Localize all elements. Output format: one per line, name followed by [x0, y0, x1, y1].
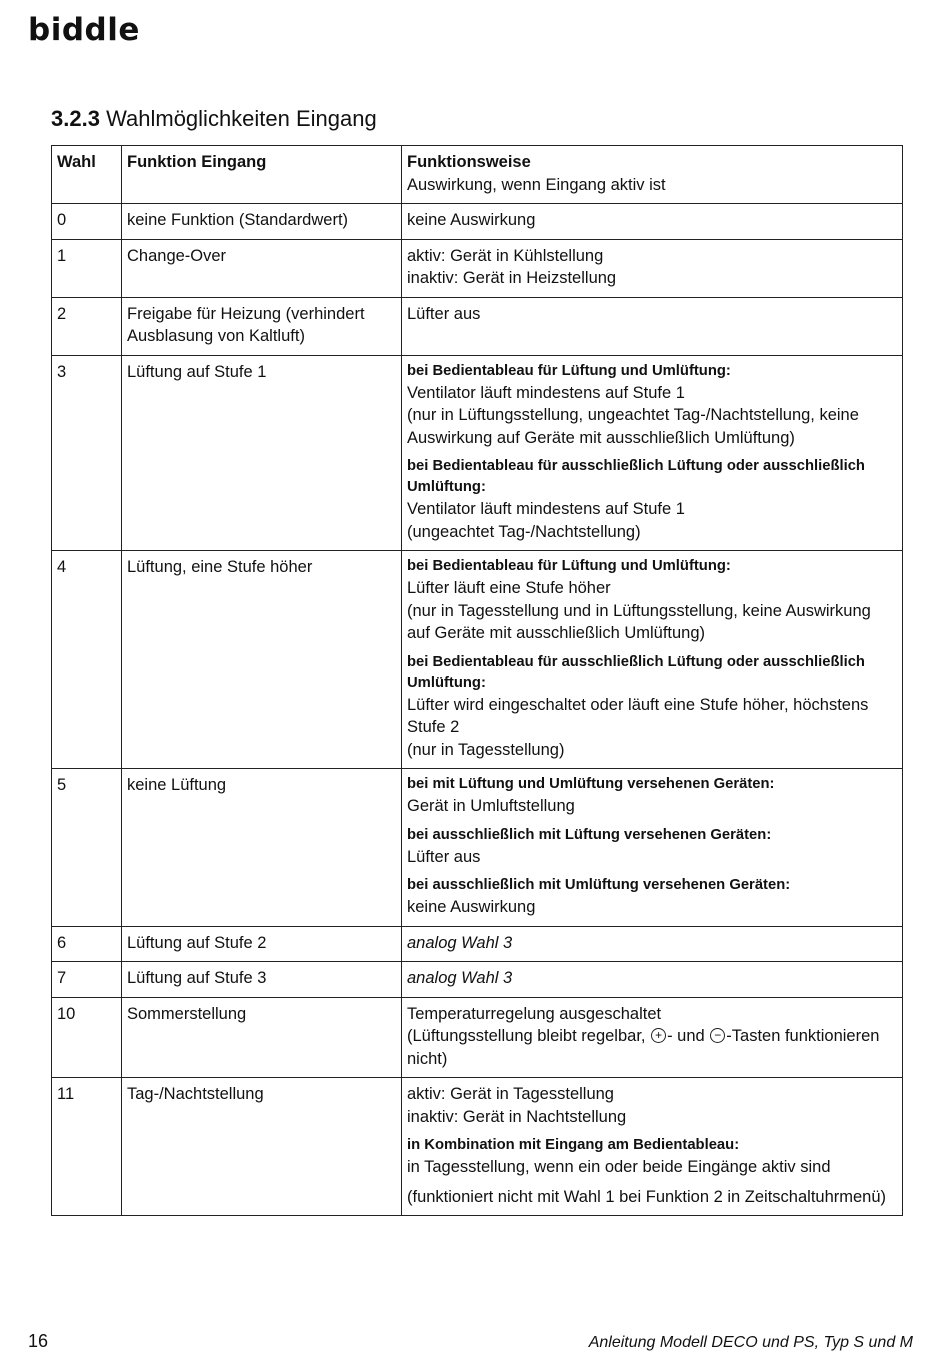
header-funktionsweise-subtitle: Auswirkung, wenn Eingang aktiv ist: [407, 175, 666, 194]
page-number: 16: [28, 1331, 49, 1351]
description-block: [407, 209, 897, 232]
condition-heading: bei Bedientableau für Lüftung und Umlüftung:: [407, 362, 731, 379]
description-block: [407, 303, 897, 326]
cell-funktionsweise: [402, 997, 903, 1078]
cell-funktion-eingang: Freigabe für Heizung (verhindert Ausblasung von Kaltluft): [122, 297, 402, 355]
cell-wahl: 1: [52, 239, 122, 297]
cell-wahl: 2: [52, 297, 122, 355]
section-title: [51, 106, 377, 132]
cell-wahl: 7: [52, 962, 122, 998]
header-funktionsweise-title: Funktionsweise: [407, 153, 531, 171]
input-options-table: [51, 145, 903, 1216]
key-note-line: [407, 1025, 897, 1070]
description-line: (nur in Tagesstellung): [407, 740, 565, 759]
description-block: [407, 361, 897, 450]
description-block: [407, 967, 897, 990]
cell-funktion-eingang: Tag-/Nachtstellung: [122, 1078, 402, 1216]
description-line: Lüfter wird eingeschaltet oder läuft eine Stufe höher, höchstens Stufe 2: [407, 695, 869, 736]
minus-key-icon: −: [710, 1028, 725, 1043]
description-line: analog Wahl 3: [407, 933, 513, 952]
cell-funktionsweise: [402, 355, 903, 551]
description-line: Temperaturregelung ausgeschaltet: [407, 1004, 662, 1023]
cell-wahl: 10: [52, 997, 122, 1078]
biddle-logo: biddle: [28, 12, 140, 48]
description-line: Ventilator läuft mindestens auf Stufe 1: [407, 383, 685, 402]
cell-funktion-eingang: keine Funktion (Standardwert): [122, 204, 402, 240]
cell-funktionsweise: [402, 297, 903, 355]
description-block: [407, 245, 897, 290]
description-line: keine Auswirkung: [407, 211, 536, 229]
table-row: [52, 962, 903, 998]
description-block: [407, 652, 897, 762]
description-line: inaktiv: Gerät in Heizstellung: [407, 269, 617, 287]
description-line: in Tagesstellung, wenn ein oder beide Eingänge aktiv sind: [407, 1158, 831, 1176]
cell-funktion-eingang: Lüftung auf Stufe 3: [122, 962, 402, 998]
section-number: 3.2.3: [51, 106, 100, 131]
table-row: [52, 297, 903, 355]
description-line: (funktioniert nicht mit Wahl 1 bei Funktion 2 in Zeitschaltuhrmenü): [407, 1187, 887, 1206]
table-row: [52, 355, 903, 551]
cell-wahl: 11: [52, 1078, 122, 1216]
condition-heading: bei Bedientableau für ausschließlich Lüftung oder ausschließlich Umlüftung:: [407, 653, 865, 691]
description-line: Lüfter aus: [407, 304, 481, 323]
cell-funktionsweise: [402, 551, 903, 769]
condition-heading: bei Bedientableau für ausschließlich Lüftung oder ausschließlich Umlüftung:: [407, 458, 865, 495]
cell-funktion-eingang: Change-Over: [122, 239, 402, 297]
table-row: [52, 204, 903, 240]
description-line: keine Auswirkung: [407, 898, 536, 916]
condition-heading: bei ausschließlich mit Umlüftung versehenen Geräten:: [407, 877, 791, 893]
header-funktionsweise: [402, 146, 903, 204]
table-row: [52, 926, 903, 962]
description-line: (nur in Lüftungsstellung, ungeachtet Tag-/Nachtstellung, keine Auswirkung auf Geräte mit ausschließlich Umlüftung): [407, 406, 859, 447]
description-line: Gerät in Umluftstellung: [407, 797, 575, 815]
cell-funktionsweise: [402, 962, 903, 998]
condition-heading: in Kombination mit Eingang am Bedientableau:: [407, 1137, 740, 1153]
cell-funktion-eingang: Lüftung, eine Stufe höher: [122, 551, 402, 769]
description-line: inaktiv: Gerät in Nachtstellung: [407, 1107, 627, 1126]
cell-funktionsweise: [402, 239, 903, 297]
description-block: [407, 825, 897, 869]
condition-heading: bei mit Lüftung und Umlüftung versehenen Geräten:: [407, 776, 775, 792]
cell-funktionsweise: [402, 926, 903, 962]
table-row: [52, 769, 903, 927]
description-line: analog Wahl 3: [407, 969, 513, 987]
description-line: Ventilator läuft mindestens auf Stufe 1: [407, 500, 685, 518]
cell-wahl: 5: [52, 769, 122, 927]
document-title: Anleitung Modell DECO und PS, Typ S und M: [588, 1334, 913, 1351]
description-block: [407, 932, 897, 955]
table-header-row: [52, 146, 903, 204]
description-block: [407, 875, 897, 919]
cell-funktionsweise: [402, 204, 903, 240]
cell-funktion-eingang: Sommerstellung: [122, 997, 402, 1078]
description-block: [407, 456, 897, 543]
description-block: [407, 1003, 897, 1071]
description-block: [407, 556, 897, 645]
condition-heading: bei ausschließlich mit Lüftung versehenen Geräten:: [407, 826, 772, 843]
key-note-text: - und: [667, 1027, 710, 1045]
description-line: aktiv: Gerät in Kühlstellung: [407, 246, 604, 265]
cell-wahl: 0: [52, 204, 122, 240]
key-note-text: (Lüftungsstellung bleibt regelbar,: [407, 1027, 651, 1045]
section-title-text: Wahlmöglichkeiten Eingang: [106, 106, 377, 131]
cell-funktion-eingang: keine Lüftung: [122, 769, 402, 927]
cell-funktion-eingang: Lüftung auf Stufe 2: [122, 926, 402, 962]
table-row: [52, 239, 903, 297]
cell-wahl: 3: [52, 355, 122, 551]
description-block: [407, 1083, 897, 1128]
description-block: [407, 1135, 897, 1179]
table-body: [52, 204, 903, 1216]
header-wahl: Wahl: [52, 146, 122, 204]
description-line: (ungeachtet Tag-/Nachtstellung): [407, 522, 641, 541]
cell-funktionsweise: [402, 1078, 903, 1216]
description-line: Lüfter aus: [407, 847, 481, 866]
cell-wahl: 4: [52, 551, 122, 769]
cell-funktion-eingang: Lüftung auf Stufe 1: [122, 355, 402, 551]
header-funktion-eingang: Funktion Eingang: [122, 146, 402, 204]
cell-funktionsweise: [402, 769, 903, 927]
description-block: [407, 774, 897, 818]
plus-key-icon: +: [651, 1028, 666, 1043]
table-row: [52, 551, 903, 769]
cell-wahl: 6: [52, 926, 122, 962]
table-row: [52, 1078, 903, 1216]
key-note-text: -Tasten funktionieren nicht): [407, 1027, 880, 1068]
condition-heading: bei Bedientableau für Lüftung und Umlüftung:: [407, 558, 731, 574]
description-line: aktiv: Gerät in Tagesstellung: [407, 1085, 614, 1103]
description-line: Lüfter läuft eine Stufe höher: [407, 579, 611, 597]
description-block: [407, 1186, 897, 1209]
description-line: (nur in Tagesstellung und in Lüftungsstellung, keine Auswirkung auf Geräte mit ausschließlich Umlüftung): [407, 601, 871, 642]
table-row: [52, 997, 903, 1078]
